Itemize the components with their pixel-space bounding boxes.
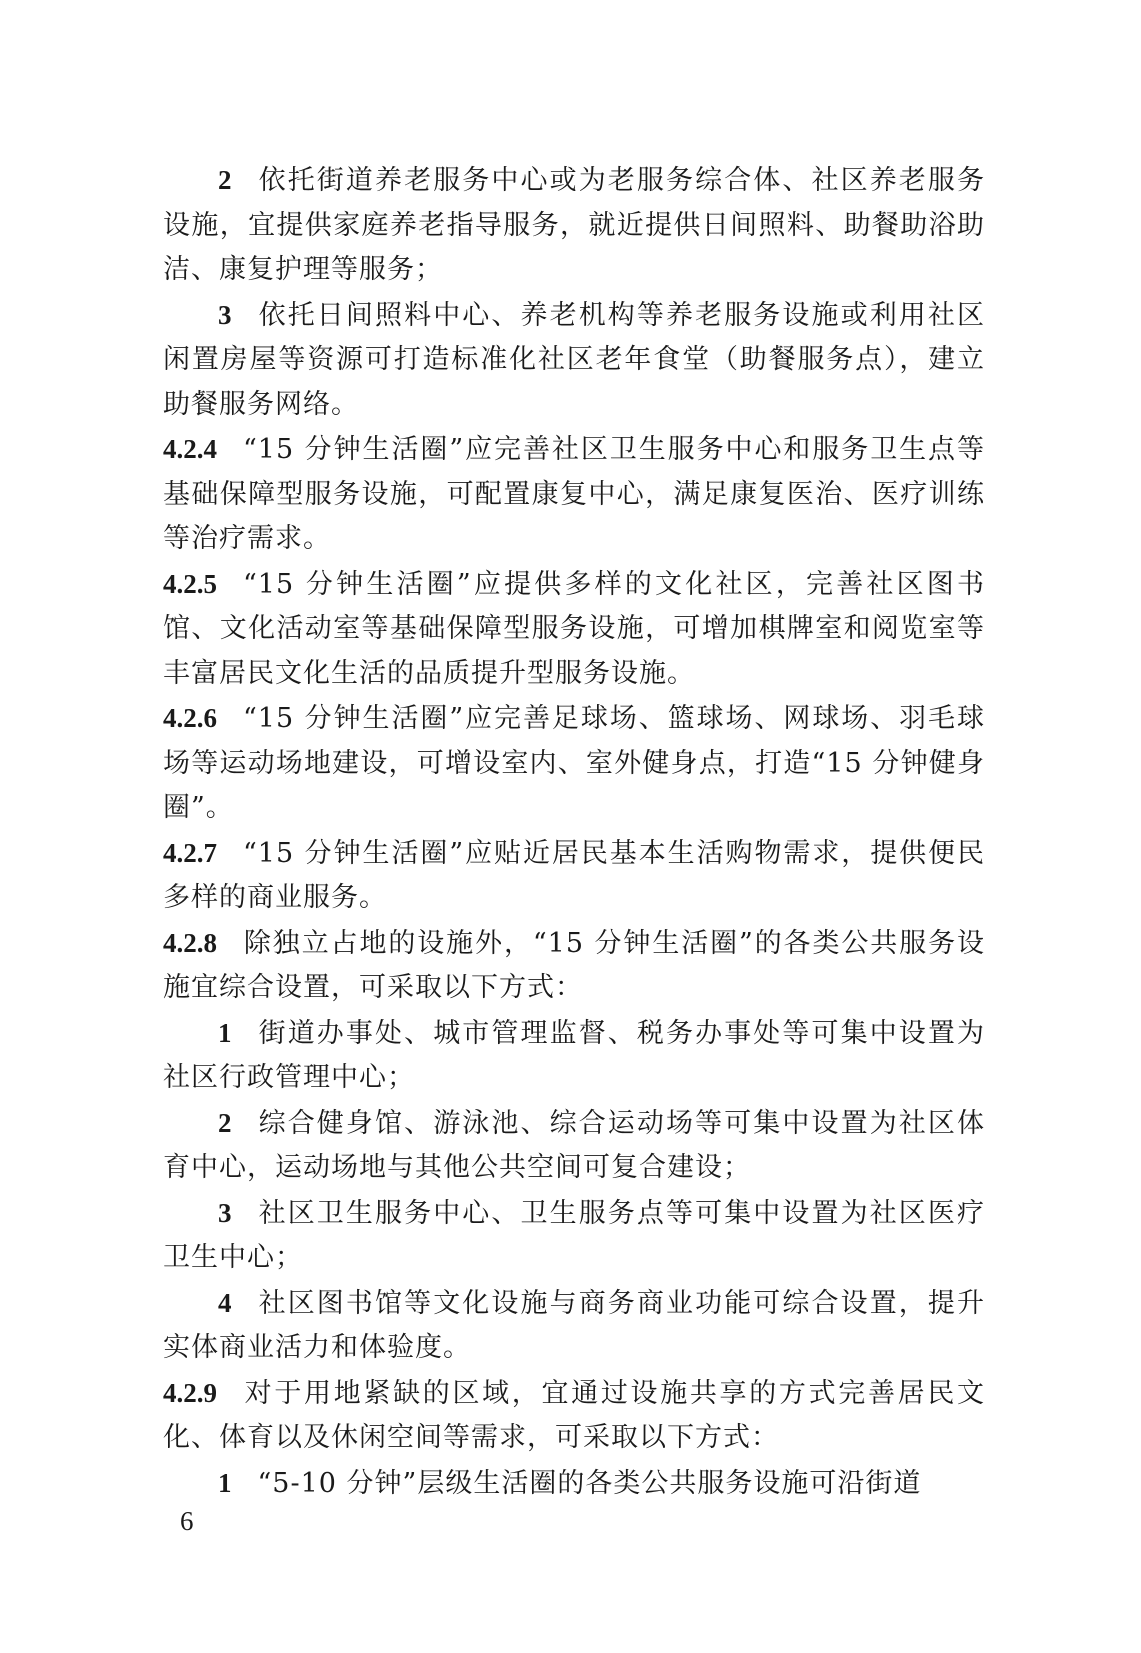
paragraph-item <box>163 1011 985 1101</box>
paragraph-item <box>163 1101 985 1191</box>
document-body <box>163 158 985 1506</box>
item-text: 依托日间照料中心、养老机构等养老服务设施或利用社区闲置房屋等资源可打造标准化社区老年食堂（助餐服务点），建立助餐服务网络。 <box>163 299 985 420</box>
item-text: “5-10 分钟”层级生活圈的各类公共服务设施可沿街道 <box>257 1467 922 1499</box>
item-number: 3 <box>218 299 232 330</box>
clause-4-2-7 <box>163 831 985 921</box>
page-number: 6 <box>180 1506 194 1536</box>
clause-number: 4.2.6 <box>163 703 217 733</box>
paragraph-item <box>163 1281 985 1371</box>
clause-text: “15 分钟生活圈”应提供多样的文化社区，完善社区图书馆、文化活动室等基础保障型服务设施，可增加棋牌室和阅览室等丰富居民文化生活的品质提升型服务设施。 <box>163 568 985 689</box>
clause-number: 4.2.5 <box>163 568 217 599</box>
clause-4-2-9 <box>163 1371 985 1461</box>
item-text: 依托街道养老服务中心或为老服务综合体、社区养老服务设施，宜提供家庭养老指导服务，就近提供日间照料、助餐助浴助洁、康复护理等服务； <box>163 165 985 285</box>
item-number: 2 <box>218 165 232 195</box>
clause-text: 对于用地紧缺的区域，宜通过设施共享的方式完善居民文化、体育以及休闲空间等需求，可采取以下方式： <box>163 1377 985 1453</box>
clause-text: 除独立占地的设施外，“15 分钟生活圈”的各类公共服务设施宜综合设置，可采取以下方式： <box>163 927 985 1003</box>
clause-4-2-5 <box>163 562 985 697</box>
clause-text: “15 分钟生活圈”应完善社区卫生服务中心和服务卫生点等基础保障型服务设施，可配置康复中心，满足康复医治、医疗训练等治疗需求。 <box>163 434 985 554</box>
item-number: 4 <box>218 1287 232 1318</box>
item-text: 综合健身馆、游泳池、综合运动场等可集中设置为社区体育中心，运动场地与其他公共空间可复合建设； <box>163 1107 985 1183</box>
item-text: 社区卫生服务中心、卫生服务点等可集中设置为社区医疗卫生中心； <box>163 1197 985 1273</box>
clause-number: 4.2.4 <box>163 434 217 464</box>
item-number: 2 <box>218 1107 232 1138</box>
clause-text: “15 分钟生活圈”应贴近居民基本生活购物需求，提供便民多样的商业服务。 <box>163 837 985 913</box>
paragraph-item <box>163 1191 985 1281</box>
clause-4-2-6 <box>163 696 985 831</box>
clause-number: 4.2.7 <box>163 837 217 868</box>
item-text: 社区图书馆等文化设施与商务商业功能可综合设置，提升实体商业活力和体验度。 <box>163 1287 985 1363</box>
clause-4-2-4 <box>163 427 985 562</box>
paragraph-item <box>163 293 985 428</box>
item-number: 3 <box>218 1197 232 1228</box>
paragraph-item <box>163 1461 985 1507</box>
item-number: 1 <box>218 1017 232 1048</box>
item-text: 街道办事处、城市管理监督、税务办事处等可集中设置为社区行政管理中心； <box>163 1017 985 1093</box>
clause-number: 4.2.9 <box>163 1377 217 1408</box>
paragraph-item <box>163 158 985 293</box>
clause-number: 4.2.8 <box>163 927 217 958</box>
clause-text: “15 分钟生活圈”应完善足球场、篮球场、网球场、羽毛球场等运动场地建设，可增设室内、室外健身点，打造“15 分钟健身圈”。 <box>163 703 985 823</box>
clause-4-2-8 <box>163 921 985 1011</box>
item-number: 1 <box>218 1467 232 1498</box>
